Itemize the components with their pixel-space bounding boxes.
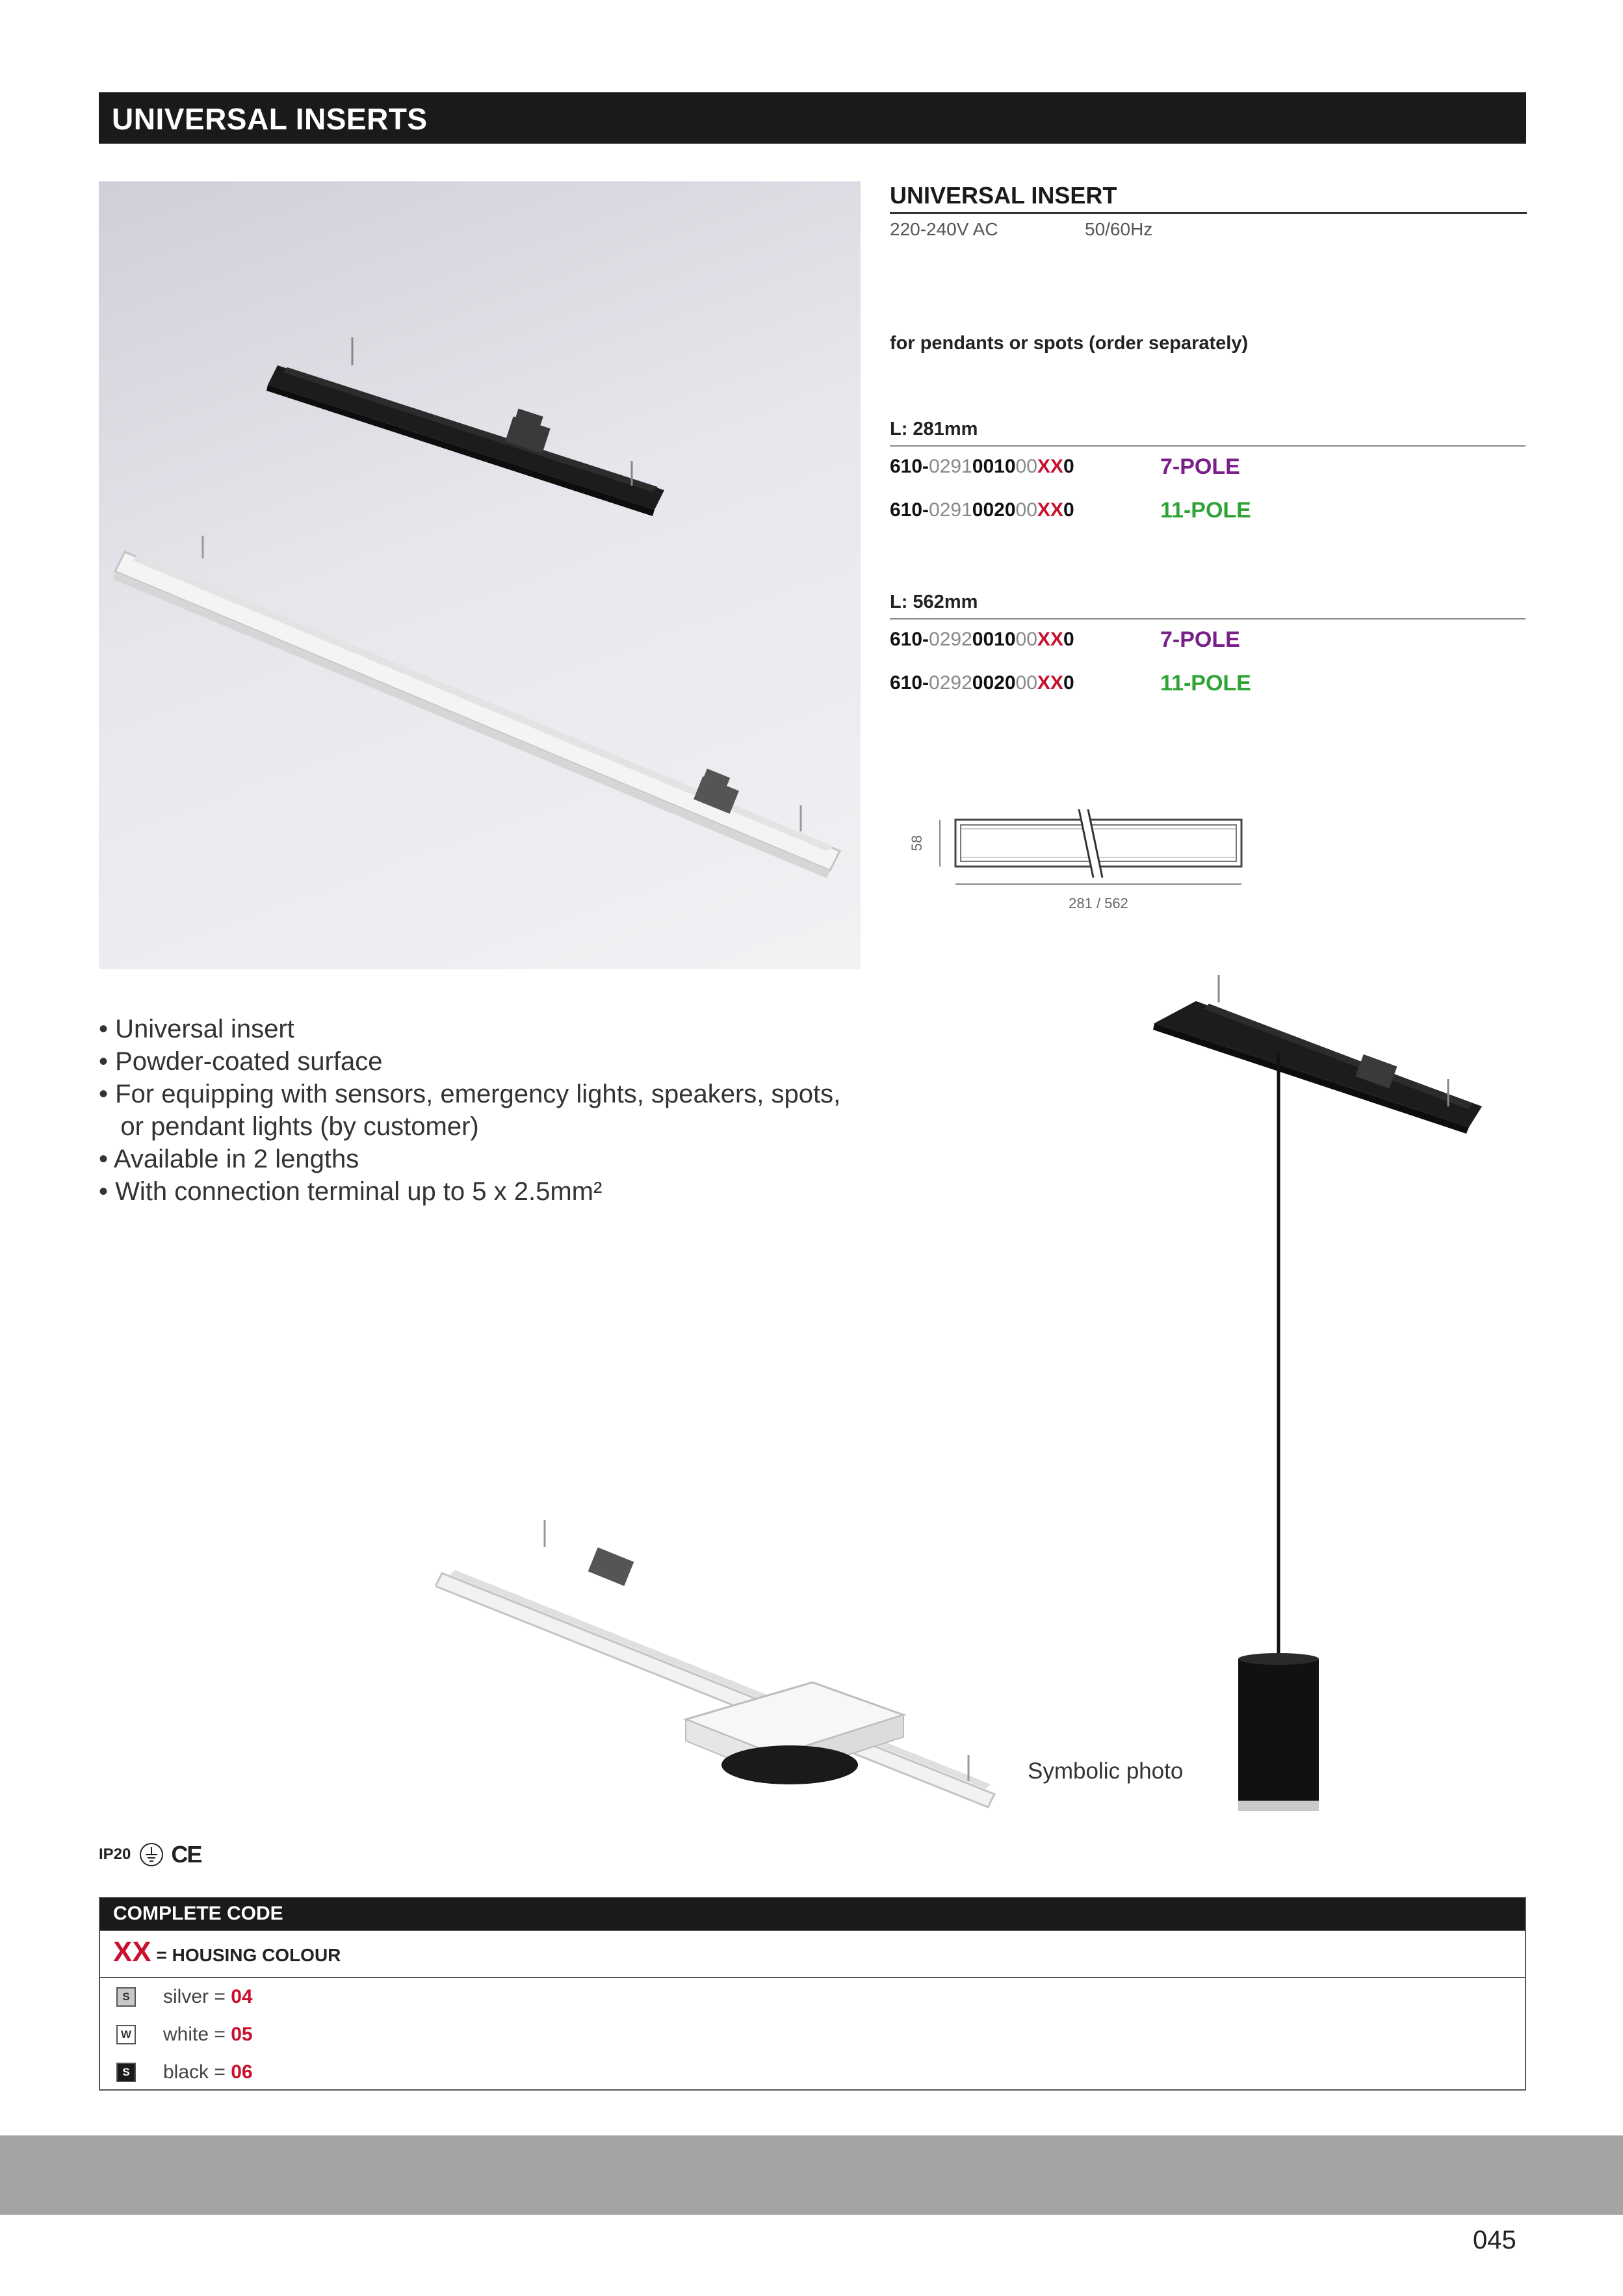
colour-row-white [100, 2016, 1525, 2054]
length-group-562 [890, 592, 1526, 707]
pole-label: 11-POLE [1160, 671, 1251, 696]
pole-label: 7-POLE [1160, 454, 1240, 479]
length-dimension: 281 / 562 [1069, 895, 1128, 911]
feature-item: • With connection terminal up to 5 x 2.5mm² [99, 1177, 603, 1206]
height-dimension: 58 [909, 835, 925, 852]
colour-row-silver [100, 1978, 1525, 2016]
colour-label: white = 05 [163, 2024, 253, 2045]
colour-label: black = 06 [163, 2061, 253, 2083]
frequency: 50/60Hz [1085, 219, 1153, 239]
certifications [99, 1841, 201, 1868]
product-illustration [99, 181, 861, 969]
feature-item: • Available in 2 lengths [99, 1145, 359, 1173]
complete-code-table [99, 1897, 1526, 2091]
section-title: UNIVERSAL INSERTS [112, 102, 428, 136]
housing-colour-legend [100, 1931, 1525, 1978]
footer-band [0, 2135, 1623, 2215]
article-row [890, 490, 1526, 534]
spec-block [890, 182, 1527, 241]
article-code: 610-0292001000XX0 [890, 629, 1074, 650]
complete-code-header: COMPLETE CODE [100, 1898, 1525, 1931]
xx-placeholder: XX [113, 1936, 151, 1968]
pole-label: 7-POLE [1160, 627, 1240, 652]
feature-item: • Powder-coated surface [99, 1047, 383, 1076]
article-row [890, 663, 1526, 707]
protection-class-icon [138, 1842, 164, 1868]
electrical-spec [890, 219, 1527, 241]
order-note: for pendants or spots (order separately) [890, 333, 1249, 354]
article-row [890, 620, 1526, 663]
section-title-bar [99, 92, 1526, 144]
dimension-drawing [903, 796, 1254, 913]
colour-label: silver = 04 [163, 1986, 253, 2007]
pendant-illustration [1144, 962, 1482, 1833]
housing-colour-label: = HOUSING COLOUR [156, 1945, 341, 1965]
spot-insert-illustration [435, 1508, 1001, 1820]
symbolic-photo-caption: Symbolic photo [1028, 1758, 1184, 1784]
article-code: 610-0291001000XX0 [890, 456, 1074, 477]
article-code: 610-0291002000XX0 [890, 499, 1074, 521]
black-swatch: S [116, 2063, 136, 2082]
feature-item: • Universal insert [99, 1015, 294, 1043]
article-code: 610-0292002000XX0 [890, 672, 1074, 694]
feature-list [99, 1013, 840, 1208]
ip-rating: IP20 [99, 1846, 131, 1863]
page-number: 045 [1473, 2226, 1516, 2254]
colour-row-black [100, 2054, 1525, 2091]
length-group-281 [890, 419, 1526, 534]
silver-swatch: S [116, 1987, 136, 2007]
length-label: L: 562mm [890, 592, 1526, 620]
white-swatch: W [116, 2025, 136, 2044]
voltage: 220-240V AC [890, 219, 998, 239]
pole-label: 11-POLE [1160, 498, 1251, 523]
ce-mark: CE [171, 1841, 201, 1868]
feature-item: • For equipping with sensors, emergency lights, speakers, spots, [99, 1080, 841, 1108]
length-label: L: 281mm [890, 419, 1526, 447]
feature-item: or pendant lights (by customer) [99, 1112, 479, 1141]
product-photo [99, 181, 861, 969]
article-row [890, 447, 1526, 490]
product-title: UNIVERSAL INSERT [890, 182, 1527, 214]
